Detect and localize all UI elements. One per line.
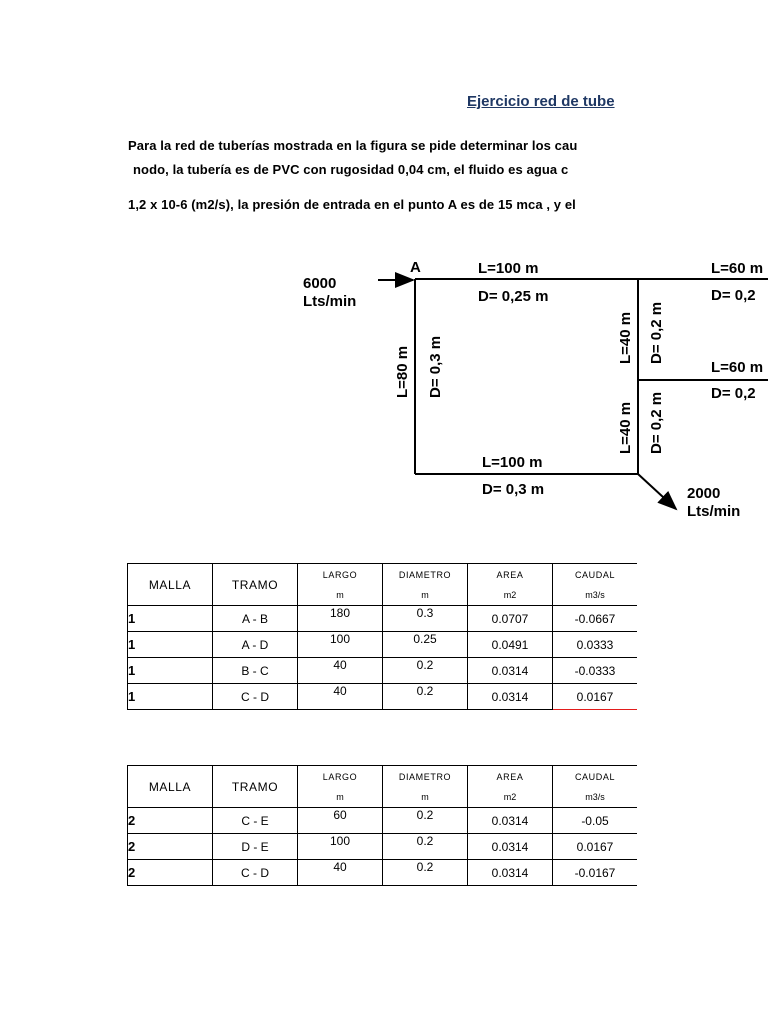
header-largo (298, 564, 383, 606)
header-area (468, 766, 553, 808)
mid-lower-diameter: D= 0,2 m (648, 391, 665, 454)
header-diametro (383, 766, 468, 808)
malla-cell: 1 (128, 658, 213, 684)
malla-cell: 2 (128, 860, 213, 886)
problem-text-line-2: nodo, la tubería es de PVC con rugosidad 0,04 cm, el fluido es agua c (133, 162, 569, 177)
mid-upper-diameter: D= 0,2 m (648, 301, 665, 364)
caudal-cell: -0.0333 (553, 658, 638, 684)
header-caudal-unit: m3/s (585, 589, 605, 600)
document-title: Ejercicio red de tube (467, 93, 615, 110)
diametro-cell: 0.2 (383, 684, 468, 710)
inflow-unit: Lts/min (303, 293, 357, 310)
table-header-row (128, 564, 638, 606)
diametro-cell: 0.2 (383, 860, 468, 886)
header-area-unit: m2 (503, 589, 517, 600)
table-row (128, 684, 638, 710)
malla-cell: 1 (128, 632, 213, 658)
bottom-diameter: D= 0,3 m (482, 481, 545, 498)
tramo-cell: B - C (213, 658, 298, 684)
header-area-label: AREA (496, 569, 524, 580)
area-cell: 0.0314 (468, 834, 553, 860)
header-area-label: AREA (496, 771, 524, 782)
diametro-cell: 0.2 (383, 808, 468, 834)
largo-cell: 40 (298, 860, 383, 886)
header-largo-unit: m (336, 791, 344, 802)
mesh-1-table (127, 563, 637, 710)
header-caudal-label: CAUDAL (574, 771, 616, 782)
header-tramo: TRAMO (213, 766, 298, 808)
diametro-cell: 0.3 (383, 606, 468, 632)
tramo-cell: A - B (213, 606, 298, 632)
header-largo (298, 766, 383, 808)
tramo-cell: D - E (213, 834, 298, 860)
header-area-unit: m2 (503, 791, 517, 802)
mesh-2-table (127, 765, 637, 886)
area-cell: 0.0314 (468, 684, 553, 710)
header-tramo: TRAMO (213, 564, 298, 606)
largo-cell: 100 (298, 632, 383, 658)
largo-cell: 60 (298, 808, 383, 834)
header-caudal (553, 766, 638, 808)
largo-cell: 100 (298, 834, 383, 860)
header-caudal (553, 564, 638, 606)
header-diametro-unit: m (421, 791, 429, 802)
area-cell: 0.0314 (468, 860, 553, 886)
largo-cell: 180 (298, 606, 383, 632)
outflow-unit: Lts/min (687, 503, 741, 520)
caudal-cell: 0.0167 (553, 684, 638, 710)
inflow-value: 6000 (303, 275, 337, 292)
area-cell: 0.0491 (468, 632, 553, 658)
table-row (128, 834, 638, 860)
tramo-cell: C - D (213, 860, 298, 886)
problem-text-line-3: 1,2 x 10-6 (m2/s), la presión de entrada en el punto A es de 15 mca , y el (128, 197, 576, 212)
right-top-length: L=60 m (711, 260, 764, 277)
area-cell: 0.0314 (468, 808, 553, 834)
caudal-cell: -0.0667 (553, 606, 638, 632)
area-cell: 0.0314 (468, 658, 553, 684)
header-largo-label: LARGO (322, 771, 358, 782)
header-area (468, 564, 553, 606)
header-diametro-label: DIAMETRO (398, 569, 452, 580)
right-mid-diameter: D= 0,2 (711, 385, 756, 402)
malla-cell: 2 (128, 808, 213, 834)
top-length: L=100 m (478, 260, 539, 277)
outflow-arrow (638, 474, 676, 509)
largo-cell: 40 (298, 684, 383, 710)
header-malla: MALLA (128, 766, 213, 808)
header-largo-unit: m (336, 589, 344, 600)
header-diametro-unit: m (421, 589, 429, 600)
left-length: L=80 m (394, 345, 411, 398)
malla-cell: 2 (128, 834, 213, 860)
right-top-diameter: D= 0,2 (711, 287, 756, 304)
largo-cell: 40 (298, 658, 383, 684)
table-row (128, 606, 638, 632)
header-diametro-label: DIAMETRO (398, 771, 452, 782)
header-caudal-label: CAUDAL (574, 569, 616, 580)
tramo-cell: C - E (213, 808, 298, 834)
area-cell: 0.0707 (468, 606, 553, 632)
diagram-labels (303, 259, 763, 520)
header-diametro (383, 564, 468, 606)
left-diameter: D= 0,3 m (427, 335, 444, 398)
diametro-cell: 0.2 (383, 658, 468, 684)
malla-cell: 1 (128, 606, 213, 632)
caudal-cell: -0.0167 (553, 860, 638, 886)
tramo-cell: A - D (213, 632, 298, 658)
caudal-cell: 0.0333 (553, 632, 638, 658)
caudal-cell: 0.0167 (553, 834, 638, 860)
header-largo-label: LARGO (322, 569, 358, 580)
malla-cell: 1 (128, 684, 213, 710)
right-mid-length: L=60 m (711, 359, 764, 376)
mid-lower-length: L=40 m (617, 401, 634, 454)
table-header-row (128, 766, 638, 808)
tramo-cell: C - D (213, 684, 298, 710)
mid-upper-length: L=40 m (617, 311, 634, 364)
caudal-cell: -0.05 (553, 808, 638, 834)
table-row (128, 658, 638, 684)
node-a-label: A (410, 259, 421, 276)
problem-text-line-1: Para la red de tuberías mostrada en la figura se pide determinar los cau (128, 138, 578, 153)
bottom-length: L=100 m (482, 454, 543, 471)
table-row (128, 808, 638, 834)
top-diameter: D= 0,25 m (478, 288, 549, 305)
outflow-value: 2000 (687, 485, 721, 502)
diametro-cell: 0.2 (383, 834, 468, 860)
header-malla: MALLA (128, 564, 213, 606)
table-row (128, 632, 638, 658)
table-row (128, 860, 638, 886)
header-caudal-unit: m3/s (585, 791, 605, 802)
diametro-cell: 0.25 (383, 632, 468, 658)
